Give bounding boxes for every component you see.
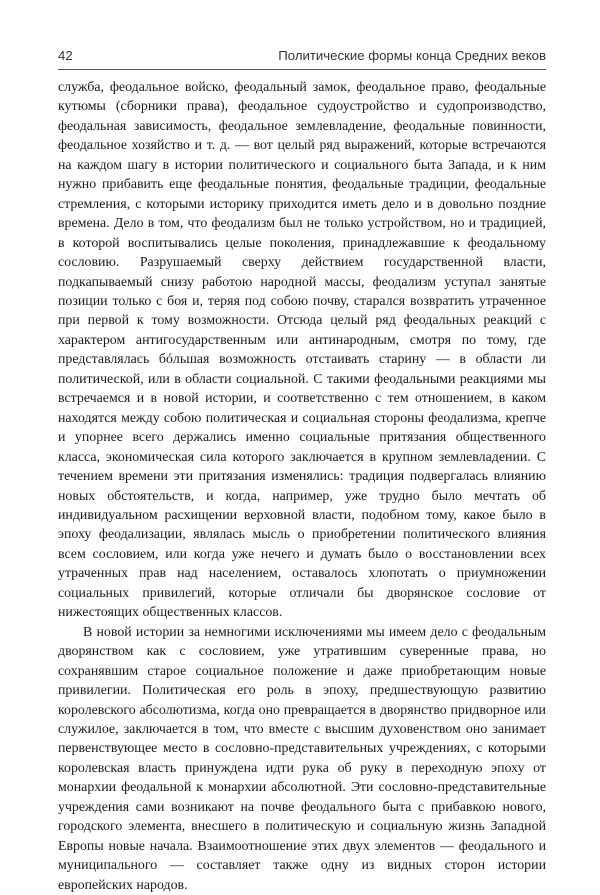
running-title: Политические формы конца Средних веков [278, 48, 546, 63]
body-text [58, 78, 546, 895]
paragraph: В новой истории за немногими исключениями мы имеем дело с феодальным дворянством как с сословием, уже утратившим суверенные права, но сохранявшим старое социальное положение и даже приобретающим новые привилегии. Политическая его роль в эпоху, предшествующую развитию королевского абсолютизма, когда оно превращается в дворянство придворное или служилое, заключается в том, что вместе с высшим духовенством оно занимает первенствующее место в сословно-представительных учреждениях, с которыми королевская власть принуждена идти рука об руку в переходную эпоху от монархии феодальной к монархии абсолютной. Эти сословно-представительные учреждения сами возникают на почве феодального быта с прибавкою нового, городского элемента, внесшего в политическую и социальную жизнь Западной Европы новые начала. Взаимоотношение этих двух элементов — феодального и муниципального — составляет также одну из видных сторон истории европейских народов. [58, 624, 546, 893]
running-head [58, 48, 546, 70]
page-number: 42 [58, 48, 73, 63]
paragraph-continued: служба, феодальное войско, феодальный замок, феодальное право, феодальные кутюмы (сборники права), феодальное судоустройство и судопроизводство, феодальная зависимость, феодальное землевладение, феодальные повинности, феодальное хозяйство и т. д. — вот целый ряд выражений, которые встречаются на каждом шагу в истории политического и социального быта Запада, и к ним нужно прибавить еще феодальные понятия, феодальные традиции, феодальные стремления, с которыми историку приходится иметь дело и в довольно поздние времена. Дело в том, что феодализм был не только устройством, но и традицией, в которой воспитывались целые поколения, принадлежавшие к феодальному сословию. Разрушаемый сверху действием государственной власти, подкапываемый снизу работою народной массы, феодализм уступал занятые позиции только с боя и, теряя под собою почву, старался возвратить утраченное при первой к тому возможности. Отсюда целый ряд феодальных реакций с характером антигосударственным или антинародным, смотря по тому, где представлялась бóльшая возможность отстаивать старину — в области ли политической, или в области социальной. С такими феодальными реакциями мы встречаемся и в новой истории, и соответственно с тем отношением, в каком находятся между собою политическая и социальная стороны феодализма, крепче и упорнее всего держались именно социальные притязания общественного класса, экономическая сила которого заключается в крупном землевладении. С течением времени эти притязания изменялись: традиция подвергалась влиянию новых обстоятельств, и когда, например, уже трудно было мечтать об индивидуальном расхищении верховной власти, подобном тому, какое было в эпоху феодализации, являлась мысль о приобретении политического влияния всем сословием, или когда уже нечего и думать было о восстановлении всех утраченных прав над населением, оставалось хлопотать о приумножении социальных привилегий, которые отличали бы дворянское сословие от нижестоящих общественных классов. [58, 80, 546, 621]
book-page [58, 48, 546, 895]
